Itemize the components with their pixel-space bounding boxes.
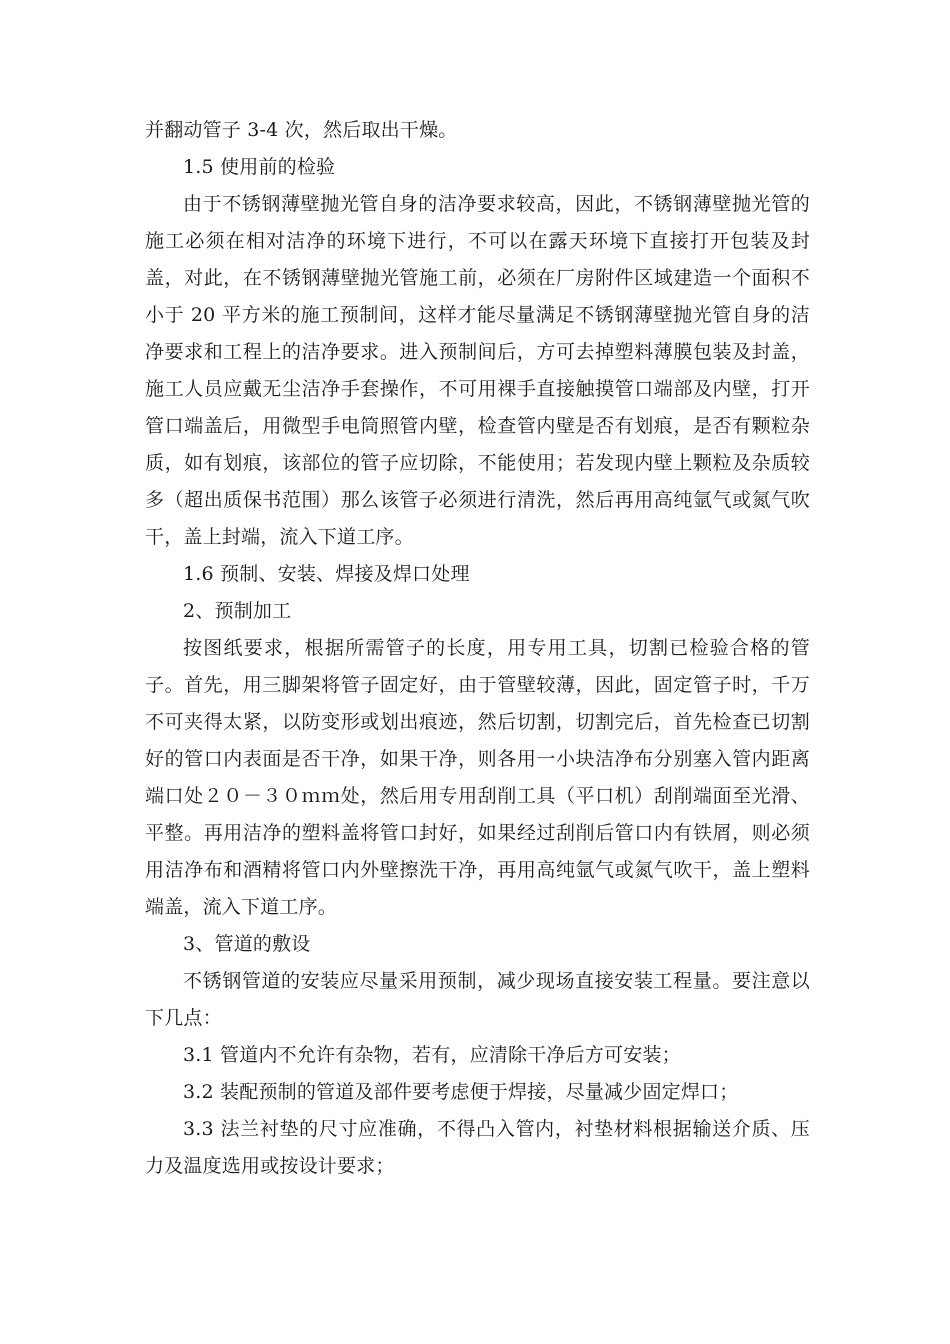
paragraph-installation-intro: 不锈钢管道的安装应尽量采用预制，减少现场直接安装工程量。要注意以下几点：: [145, 970, 810, 1029]
section-heading-1-5: 1.5 使用前的检验: [183, 156, 336, 178]
list-item-3-2: 3.2 装配预制的管道及部件要考虑便于焊接，尽量减少固定焊口；: [183, 1081, 739, 1103]
paragraph-inspection: 由于不锈钢薄壁抛光管自身的洁净要求较高，因此，不锈钢薄壁抛光管的施工必须在相对洁净的环境下进行，不可以在露天环境下直接打开包装及封盖，对此，在不锈钢薄壁抛光管施工前，必须在厂房附件区域建造一个面积不小于 20 平方米的施工预制间，这样才能尽量满足不锈钢薄壁抛光管自身的洁净要求和工程上的洁净要求。进入预制间后，方可去掉塑料薄膜包装及封盖，施工人员应戴无尘洁净手套操作，不可用裸手直接触摸管口端部及内壁，打开管口端盖后，用微型手电筒照管内壁，检查管内壁是否有划痕，是否有颗粒杂质，如有划痕，该部位的管子应切除，不能使用；若发现内壁上颗粒及杂质较多（超出质保书范围）那么该管子必须进行清洗，然后再用高纯氩气或氮气吹干，盖上封端，流入下道工序。: [145, 193, 810, 548]
document-page: [145, 112, 810, 1185]
paragraph-prefabrication: 按图纸要求，根据所需管子的长度，用专用工具，切割已检验合格的管子。首先，用三脚架将管子固定好，由于管壁较薄，因此，固定管子时，千万不可夹得太紧，以防变形或划出痕迹，然后切割，切割完后，首先检查已切割好的管口内表面是否干净，如果干净，则各用一小块洁净布分别塞入管内距离端口处２０－３０ｍｍ处，然后用专用刮削工具（平口机）刮削端面至光滑、平整。再用洁净的塑料盖将管口封好，如果经过刮削后管口内有铁屑，则必须用洁净布和酒精将管口内外壁擦洗干净，再用高纯氩气或氮气吹干，盖上塑料端盖，流入下道工序。: [145, 637, 810, 918]
section-heading-3: 3、管道的敷设: [183, 933, 311, 955]
list-item-3-1: 3.1 管道内不允许有杂物，若有，应清除干净后方可安装；: [183, 1044, 681, 1066]
section-heading-1-6: 1.6 预制、安装、焊接及焊口处理: [183, 563, 470, 585]
section-heading-2: 2、预制加工: [183, 600, 292, 622]
list-item-3-3: 3.3 法兰衬垫的尺寸应准确，不得凸入管内，衬垫材料根据输送介质、压力及温度选用或按设计要求；: [145, 1118, 810, 1177]
paragraph-continuation: 并翻动管子 3-4 次，然后取出干燥。: [145, 119, 458, 141]
